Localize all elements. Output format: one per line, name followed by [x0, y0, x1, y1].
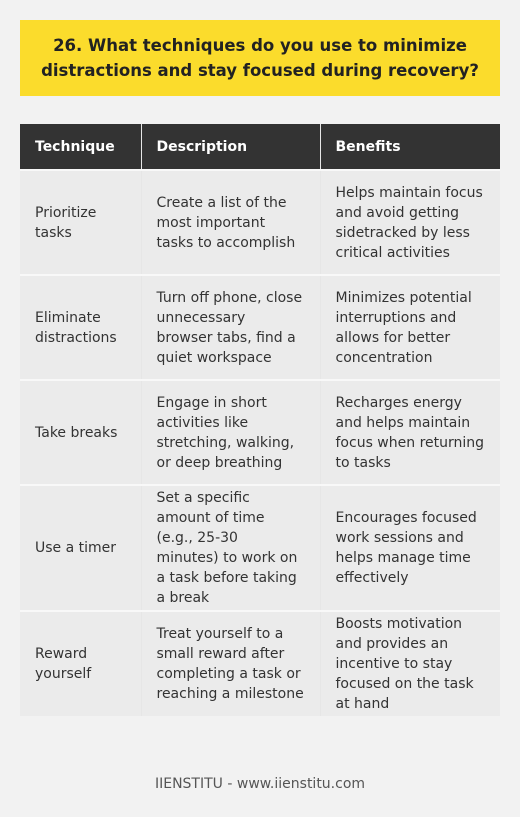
cell-technique: Use a timer — [20, 485, 141, 611]
cell-description: Set a specific amount of time (e.g., 25-30 minutes) to work on a task before taking a break — [141, 485, 320, 611]
table-row — [20, 170, 500, 275]
cell-benefits: Helps maintain focus and avoid getting sidetracked by less critical activities — [320, 170, 500, 275]
cell-description: Engage in short activities like stretching, walking, or deep breathing — [141, 380, 320, 485]
header-technique: Technique — [20, 124, 141, 170]
cell-description: Treat yourself to a small reward after completing a task or reaching a milestone — [141, 611, 320, 716]
cell-benefits: Minimizes potential interruptions and allows for better concentration — [320, 275, 500, 380]
cell-technique: Eliminate distractions — [20, 275, 141, 380]
cell-technique: Reward yourself — [20, 611, 141, 716]
techniques-table — [20, 124, 500, 716]
cell-description: Create a list of the most important tasks to accomplish — [141, 170, 320, 275]
cell-benefits: Boosts motivation and provides an incentive to stay focused on the task at hand — [320, 611, 500, 716]
cell-benefits: Encourages focused work sessions and helps manage time effectively — [320, 485, 500, 611]
header-description: Description — [141, 124, 320, 170]
cell-technique: Take breaks — [20, 380, 141, 485]
table-row — [20, 485, 500, 611]
cell-benefits: Recharges energy and helps maintain focus when returning to tasks — [320, 380, 500, 485]
cell-description: Turn off phone, close unnecessary browser tabs, find a quiet workspace — [141, 275, 320, 380]
table-row — [20, 275, 500, 380]
header-benefits: Benefits — [320, 124, 500, 170]
footer-credit: IIENSTITU - www.iienstitu.com — [154, 776, 366, 792]
table-header-row — [20, 124, 500, 170]
table-row — [20, 380, 500, 485]
table-row — [20, 611, 500, 716]
cell-technique: Prioritize tasks — [20, 170, 141, 275]
page-title: 26. What techniques do you use to minimize distractions and stay focused during recovery? — [20, 20, 500, 96]
